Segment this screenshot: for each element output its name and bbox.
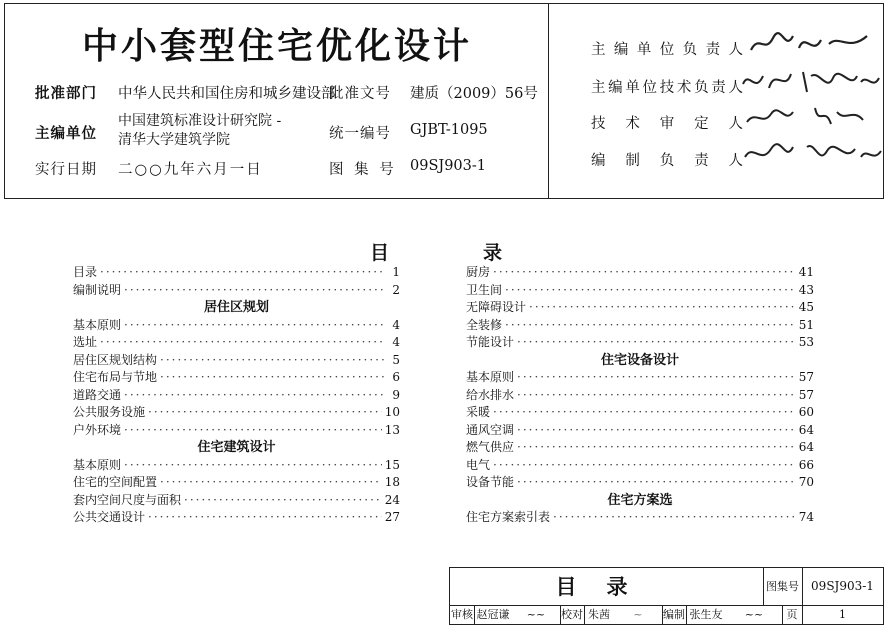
toc-entry-title: 节能设计 [466, 335, 515, 349]
approval-doc-value: 建质（2009）56号 [410, 86, 538, 102]
toc-leader-dots [517, 369, 796, 387]
toc-entry-page: 43 [798, 282, 814, 297]
toc-entry-title: 基本原则 [73, 457, 122, 472]
design-label: 编制 [662, 605, 687, 624]
toc-entry-title: 公共服务设施 [73, 405, 146, 419]
toc-leader-dots [517, 439, 796, 457]
toc-entry[interactable] [73, 474, 400, 492]
review-signature: ~~ [512, 605, 561, 624]
effective-date-label: 实行日期 [35, 162, 97, 178]
toc-leader-dots [100, 334, 385, 352]
toc-leader-dots [493, 404, 796, 422]
effective-date-value: 二○○九年六月一日 [118, 162, 263, 178]
toc-entry-title: 基本原则 [73, 317, 122, 332]
toc-leader-dots [160, 369, 385, 387]
toc-entry-page: 51 [798, 317, 814, 332]
signature-role: 编制负责人 [591, 153, 743, 169]
toc-entry-title: 编制说明 [73, 282, 122, 297]
toc-entry-title: 套内空间尺度与面积 [73, 492, 182, 507]
toc-entry-page: 53 [798, 335, 814, 349]
approval-dept-label: 批准部门 [35, 85, 97, 102]
signature-image [743, 137, 883, 173]
toc-entry-page: 1 [392, 265, 400, 279]
title-block [449, 567, 884, 625]
toc-entry-title: 基本原则 [466, 370, 515, 384]
toc-entry[interactable] [466, 422, 814, 440]
atlas-no-value: 09SJ903-1 [410, 158, 486, 174]
toc-leader-dots [100, 264, 385, 282]
editor-unit-label: 主编单位 [35, 125, 97, 142]
approval-doc-label: 批准文号 [329, 86, 391, 102]
toc-leader-dots [517, 474, 796, 492]
toc-entry-title: 户外环境 [73, 422, 122, 437]
toc-entry[interactable] [73, 352, 400, 370]
toc-entry[interactable] [73, 317, 400, 335]
toc-leader-dots [517, 422, 796, 440]
toc-leader-dots [160, 474, 382, 492]
toc-entry-title: 居住区规划结构 [73, 352, 158, 367]
toc-entry[interactable] [466, 317, 814, 335]
toc-entry-title: 全装修 [466, 317, 503, 332]
toc-leader-dots [493, 457, 796, 475]
toc-entry-page: 41 [798, 265, 814, 279]
toc-leader-dots [553, 509, 796, 527]
toc-entry[interactable] [466, 264, 814, 282]
toc-entry[interactable] [466, 369, 814, 387]
toc-entry-page: 2 [392, 282, 400, 297]
signature-role: 主编单位技术负责人 [591, 80, 743, 96]
toc-section-heading: 住宅建筑设计 [197, 440, 276, 455]
toc-leader-dots [124, 422, 382, 440]
toc-entry-page: 15 [384, 457, 400, 472]
toc-entry[interactable] [73, 369, 400, 387]
toc-leader-dots [148, 404, 382, 422]
toc-entry-title: 燃气供应 [466, 440, 515, 454]
toc-entry[interactable] [73, 457, 400, 475]
design-name: 张生友 [689, 608, 723, 621]
toc-leader-dots [148, 509, 382, 527]
toc-entry[interactable] [466, 474, 814, 492]
toc-entry-title: 道路交通 [73, 387, 122, 402]
toc-entry[interactable] [73, 387, 400, 405]
design-signature: ~~ [726, 605, 783, 624]
toc-entry[interactable] [466, 334, 814, 352]
toc-entry-page: 27 [384, 510, 400, 524]
toc-entry-title: 通风空调 [466, 422, 515, 437]
toc-entry-page: 57 [798, 387, 814, 402]
toc-entry-title: 目录 [73, 265, 98, 279]
title-block-top [450, 568, 883, 606]
toc-entry-page: 66 [798, 457, 814, 472]
atlas-value: 09SJ903-1 [811, 579, 874, 593]
approval-dept-value: 中华人民共和国住房和城乡建设部 [118, 86, 336, 102]
toc-entry-title: 设备节能 [466, 475, 515, 489]
toc-entry-page: 64 [798, 422, 814, 437]
toc-entry-page: 18 [384, 475, 400, 489]
toc-entry[interactable] [466, 387, 814, 405]
toc-entry[interactable] [73, 492, 400, 510]
toc-leader-dots [184, 492, 382, 510]
title-block-bottom [450, 605, 883, 624]
toc-entry-page: 4 [392, 317, 400, 332]
toc-leader-dots [529, 299, 796, 317]
toc-entry[interactable] [466, 299, 814, 317]
toc-entry[interactable] [73, 422, 400, 440]
toc-entry-page: 45 [798, 300, 814, 314]
toc-entry-page: 57 [798, 370, 814, 384]
unified-no-label: 统一编号 [329, 126, 391, 142]
toc-left-column [73, 264, 400, 527]
toc-entry-page: 6 [392, 370, 400, 384]
toc-section-heading: 住宅方案选 [607, 492, 673, 508]
signature-panel [549, 4, 883, 198]
toc-leader-dots [517, 334, 796, 352]
signature-image [749, 26, 869, 64]
toc-entry[interactable] [73, 282, 400, 300]
toc-entry-title: 公共交通设计 [73, 510, 146, 524]
signature-row [591, 76, 743, 97]
toc-entry-title: 住宅方案索引表 [466, 510, 551, 524]
toc-entry-page: 5 [392, 352, 400, 367]
signature-row [591, 149, 743, 170]
toc-entry-title: 给水排水 [466, 387, 515, 402]
editor-unit-value [118, 112, 281, 150]
toc-leader-dots [505, 317, 796, 335]
toc-leader-dots [124, 457, 382, 475]
signature-role: 主编单位负责人 [591, 42, 743, 58]
toc-section-heading: 居住区规划 [203, 300, 269, 315]
toc-entry[interactable] [466, 439, 814, 457]
toc-entry-page: 64 [798, 440, 814, 454]
toc-entry[interactable] [466, 457, 814, 475]
toc-entry-page: 10 [384, 405, 400, 419]
page-label: 页 [782, 605, 803, 624]
toc-leader-dots [124, 282, 385, 300]
toc-entry[interactable] [73, 334, 400, 352]
toc-entry[interactable] [466, 282, 814, 300]
toc-entry-title: 电气 [466, 457, 491, 472]
toc-entry-page: 60 [798, 405, 814, 419]
toc-heading-right: 录 [483, 242, 503, 264]
document-title: 中小套型住宅优化设计 [81, 26, 472, 67]
toc-entry-page: 4 [392, 335, 400, 349]
toc-entry-page: 70 [798, 475, 814, 489]
toc-entry-title: 无障碍设计 [466, 300, 527, 314]
check-name: 朱茜 [588, 608, 610, 621]
header-info [5, 4, 549, 198]
signature-role: 技术审定人 [591, 116, 743, 132]
toc-entry[interactable] [73, 404, 400, 422]
check-label: 校对 [560, 605, 585, 624]
header-block [4, 3, 884, 199]
editor-unit-line1: 中国建筑标准设计研究院 - [118, 113, 282, 129]
toc-entry-page: 13 [384, 422, 400, 437]
page-value: 1 [839, 608, 846, 621]
toc-leader-dots [124, 317, 385, 335]
toc-entry-page: 24 [384, 492, 400, 507]
toc-entry[interactable] [73, 509, 400, 527]
toc-right-column [466, 264, 814, 527]
review-label: 审核 [450, 605, 475, 624]
title-block-title: 目录 [450, 568, 764, 605]
toc-heading-left: 目 [370, 242, 390, 264]
toc-leader-dots [493, 264, 796, 282]
toc-leader-dots [160, 352, 385, 370]
signature-image [745, 100, 865, 136]
toc-entry-title: 厨房 [466, 265, 491, 279]
review-name: 赵冠谦 [476, 608, 510, 621]
toc-entry[interactable] [466, 509, 814, 527]
check-signature: ~ [614, 605, 663, 624]
toc-leader-dots [517, 387, 796, 405]
unified-no-value: GJBT-1095 [410, 122, 488, 138]
toc-entry-title: 卫生间 [466, 282, 503, 297]
atlas-label: 图集号 [763, 568, 803, 605]
toc-entry[interactable] [466, 404, 814, 422]
toc-entry-title: 采暖 [466, 405, 491, 419]
toc-leader-dots [505, 282, 796, 300]
toc-entry-title: 选址 [73, 335, 98, 349]
signature-row [591, 112, 743, 133]
atlas-no-label: 图 集 号 [329, 162, 397, 178]
toc-entry-title: 住宅布局与节地 [73, 370, 158, 384]
toc-entry-page: 9 [392, 387, 400, 402]
toc-entry-title: 住宅的空间配置 [73, 475, 158, 489]
signature-image [741, 64, 881, 100]
toc-entry[interactable] [73, 264, 400, 282]
toc-section-heading: 住宅设备设计 [600, 352, 679, 368]
toc-leader-dots [124, 387, 385, 405]
signature-row [591, 38, 743, 59]
toc-entry-page: 74 [798, 510, 814, 524]
editor-unit-line2: 清华大学建筑学院 [118, 132, 230, 148]
